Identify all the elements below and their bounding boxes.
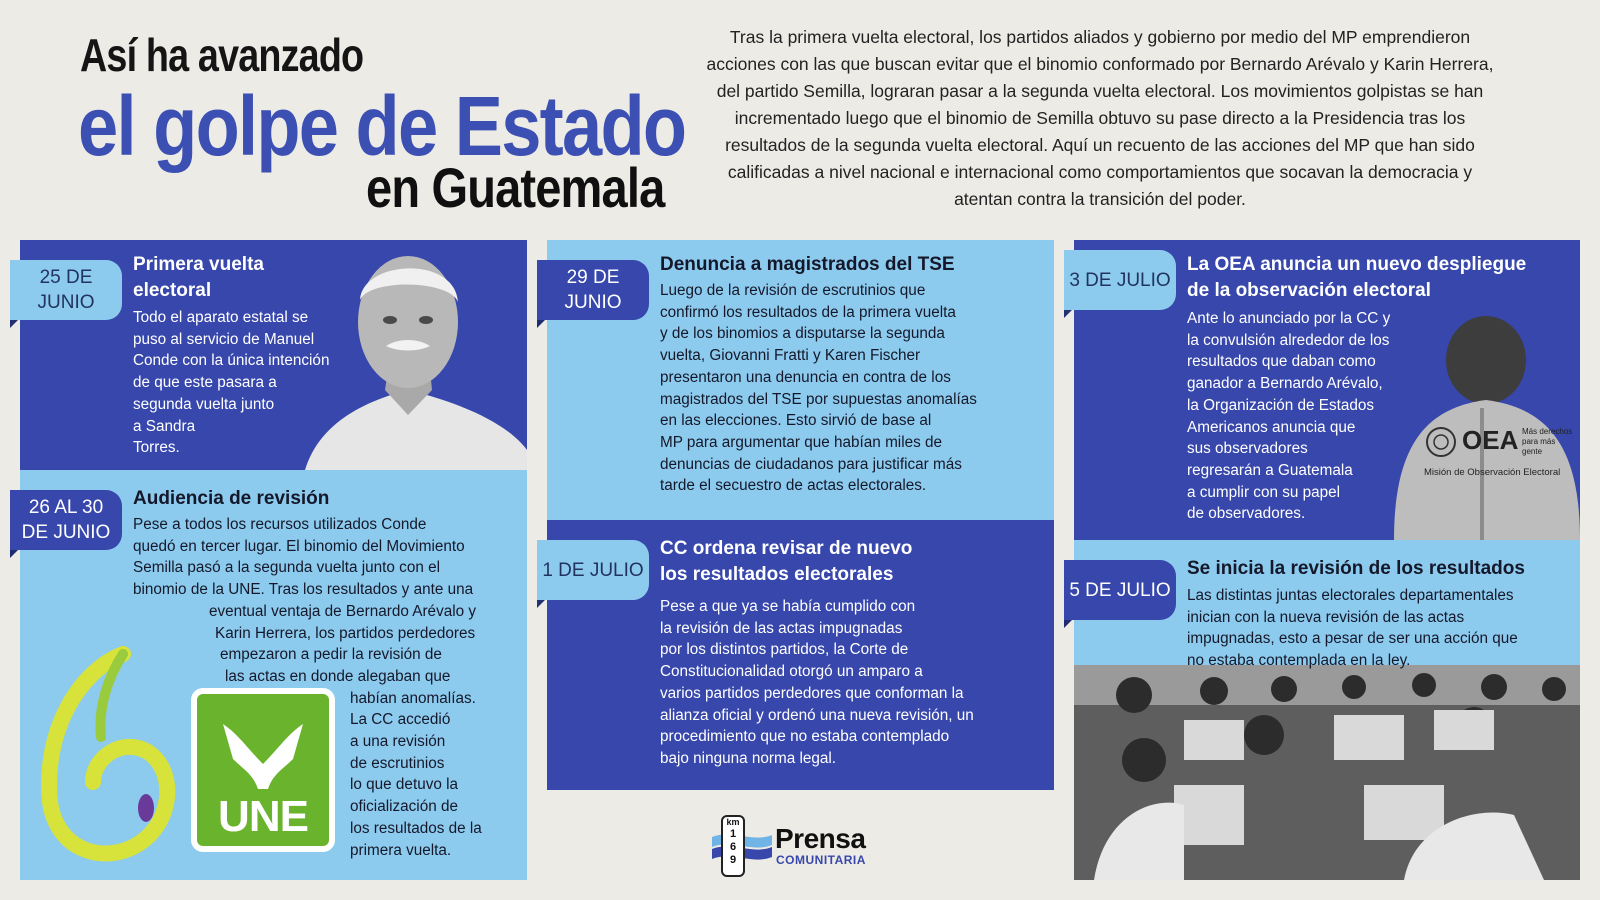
event-title: Audiencia de revisión <box>133 488 330 509</box>
date-tab-3-julio: 3 DE JULIO <box>1064 250 1176 310</box>
event-body: Pese a que ya se había cumplido con la revisión de las actas impugnadas por los distintos partidos, la Corte de Constitucionalidad otorgó un amparo a varios partidos perdedores que conforman la alianza oficial y ordenó una nueva revisión, un procedimiento que no estaba contemplado bajo ninguna norma legal. <box>660 598 974 767</box>
semilla-logo <box>38 642 188 867</box>
date-tab-26-30-junio: 26 AL 30 DE JUNIO <box>10 490 122 550</box>
title-line-2: el golpe de Estado <box>78 79 686 173</box>
event-title: Denuncia a magistrados del TSE <box>660 254 955 275</box>
oea-logo-text: OEA <box>1462 425 1519 455</box>
date-tab-1-julio: 1 DE JULIO <box>537 540 649 600</box>
oea-tagline: Más derechos para más gente <box>1522 427 1573 456</box>
hands-icon <box>213 704 313 804</box>
event-card-denuncia-tse <box>547 240 1054 520</box>
oea-globe-icon <box>1424 425 1458 459</box>
event-card-primera-vuelta <box>20 240 527 470</box>
brand-name: Prensa <box>775 823 866 854</box>
date-tab-29-junio: 29 DE JUNIO <box>537 260 649 320</box>
une-logo-text: UNE <box>218 792 308 841</box>
event-title: Primera vuelta electoral <box>133 254 264 301</box>
une-logo <box>193 690 333 850</box>
vote-count-photo <box>1074 665 1580 880</box>
prensa-comunitaria-logo[interactable] <box>712 815 892 875</box>
title-line-3: en Guatemala <box>366 156 665 219</box>
event-card-revision-resultados <box>1069 540 1580 880</box>
title-line-1: Así ha avanzado <box>80 29 364 81</box>
event-title: Se inicia la revisión de los resultados <box>1187 558 1525 579</box>
km-marker: km 169 <box>721 815 745 877</box>
event-body: Pese a todos los recursos utilizados Conde quedó en tercer lugar. El binomio del Movimiento Semilla pasó a la segunda vuelta junto con el binomio de la UNE. Tras los resultados y ante una eventual ventaja de Bernardo Arévalo y Karin Herrera, los partidos perdedores empezaron a pedir la revisión de las actas en donde alegaban que habían anomalías. La CC accedió a una revisión de escrutinios lo que detuvo la oficialización de los resultados de la primera vuelta. <box>133 516 482 859</box>
event-body: Ante lo anunciado por la CC y la convulsión alrededor de los resultados que daban como ganador a Bernardo Arévalo, la Organización de Estados Americanos anuncia que sus observadores regresarán a Guatemala a cumplir con su papel de observadores. <box>1187 310 1391 523</box>
brand-subtitle: COMUNITARIA <box>776 853 866 867</box>
event-body: Las distintas juntas electorales departamentales inician con la nueva revisión de las actas impugnadas, esto a pesar de ser una acción que no estaba contemplada en la ley. <box>1187 587 1518 670</box>
date-tab-5-julio: 5 DE JULIO <box>1064 560 1176 620</box>
oea-jacket-logo <box>1424 425 1574 505</box>
oea-mission-text: Misión de Observación Electoral <box>1424 467 1561 478</box>
event-card-oea <box>1069 240 1580 540</box>
date-tab-25-junio: 25 DE JUNIO <box>10 260 122 320</box>
event-card-audiencia-revision <box>20 470 527 880</box>
event-card-cc-ordena <box>542 520 1054 790</box>
event-title: La OEA anuncia un nuevo despliegue de la observación electoral <box>1187 254 1527 301</box>
event-title: CC ordena revisar de nuevo los resultados electorales <box>660 538 913 585</box>
event-body: Luego de la revisión de escrutinios que confirmó los resultados de la primera vuelta y de los binomios a disputarse la segunda vuelta, Giovanni Fratti y Karen Fischer presentaron una denuncia en contra de los magistrados del TSE por supuestas anomalías en las elecciones. Esto sirvió de base al MP para argumentar que habían miles de denuncias de ciudadanos para justificar más tarde el secuestro de actas electorales. <box>660 282 977 495</box>
intro-paragraph: Tras la primera vuelta electoral, los partidos aliados y gobierno por medio del MP emprendieron acciones con las que buscan evitar que el binomio conformado por Bernardo Arévalo y Karin Herrera, del partido Semilla, lograran pasar a la segunda vuelta electoral. Los movimientos golpistas se han incrementado luego que el binomio de Semilla obtuvo su pase directo a la Presidencia tras los resultados de la segunda vuelta electoral. Aquí un recuento de las acciones del MP que han sido calificadas a nivel nacional e internacional como comportamientos que socavan la democracia y atentan contra la transición del poder. <box>706 27 1494 209</box>
event-body: Todo el aparato estatal se puso al servicio de Manuel Conde con la única intención de que este pasara a segunda vuelta junto a Sandra Torres. <box>133 309 330 457</box>
